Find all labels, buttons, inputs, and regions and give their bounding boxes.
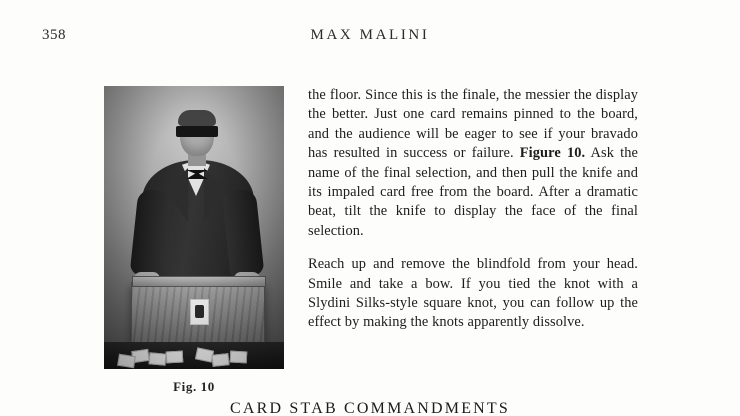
- body-text-column: [308, 86, 638, 333]
- figure-block: [104, 86, 284, 395]
- paragraph-1-text-before: the floor. Since this is the finale, the messier the display the better. Just one card remains pinned to the board, and the audience will be eager to see if your bravado has resulted in success or failure.: [308, 87, 638, 162]
- page-number: 358: [42, 27, 66, 43]
- figure-reference: Figure 10.: [519, 145, 586, 162]
- blindfolded-performer-with-wooden-box-photo: [104, 86, 284, 369]
- figure-caption: Fig. 10: [173, 379, 215, 394]
- paragraph-1-text-after: Ask the name of the final selection, and then pull the knife and its impaled card free from the board. After a dramatic beat, tilt the knife to display the face of the final selection.: [308, 145, 638, 239]
- running-head: MAX MALINI: [310, 27, 430, 43]
- photo-vignette: [104, 86, 284, 369]
- section-heading: CARD STAB COMMANDMENTS: [229, 400, 511, 414]
- paragraph-2: Reach up and remove the blindfold from your head. Smile and take a bow. If you tied the knot with a Slydini Silks-style square knot, you can follow up the effect by making the knots apparently dissolve.: [308, 256, 638, 331]
- paragraph-1: [308, 86, 638, 241]
